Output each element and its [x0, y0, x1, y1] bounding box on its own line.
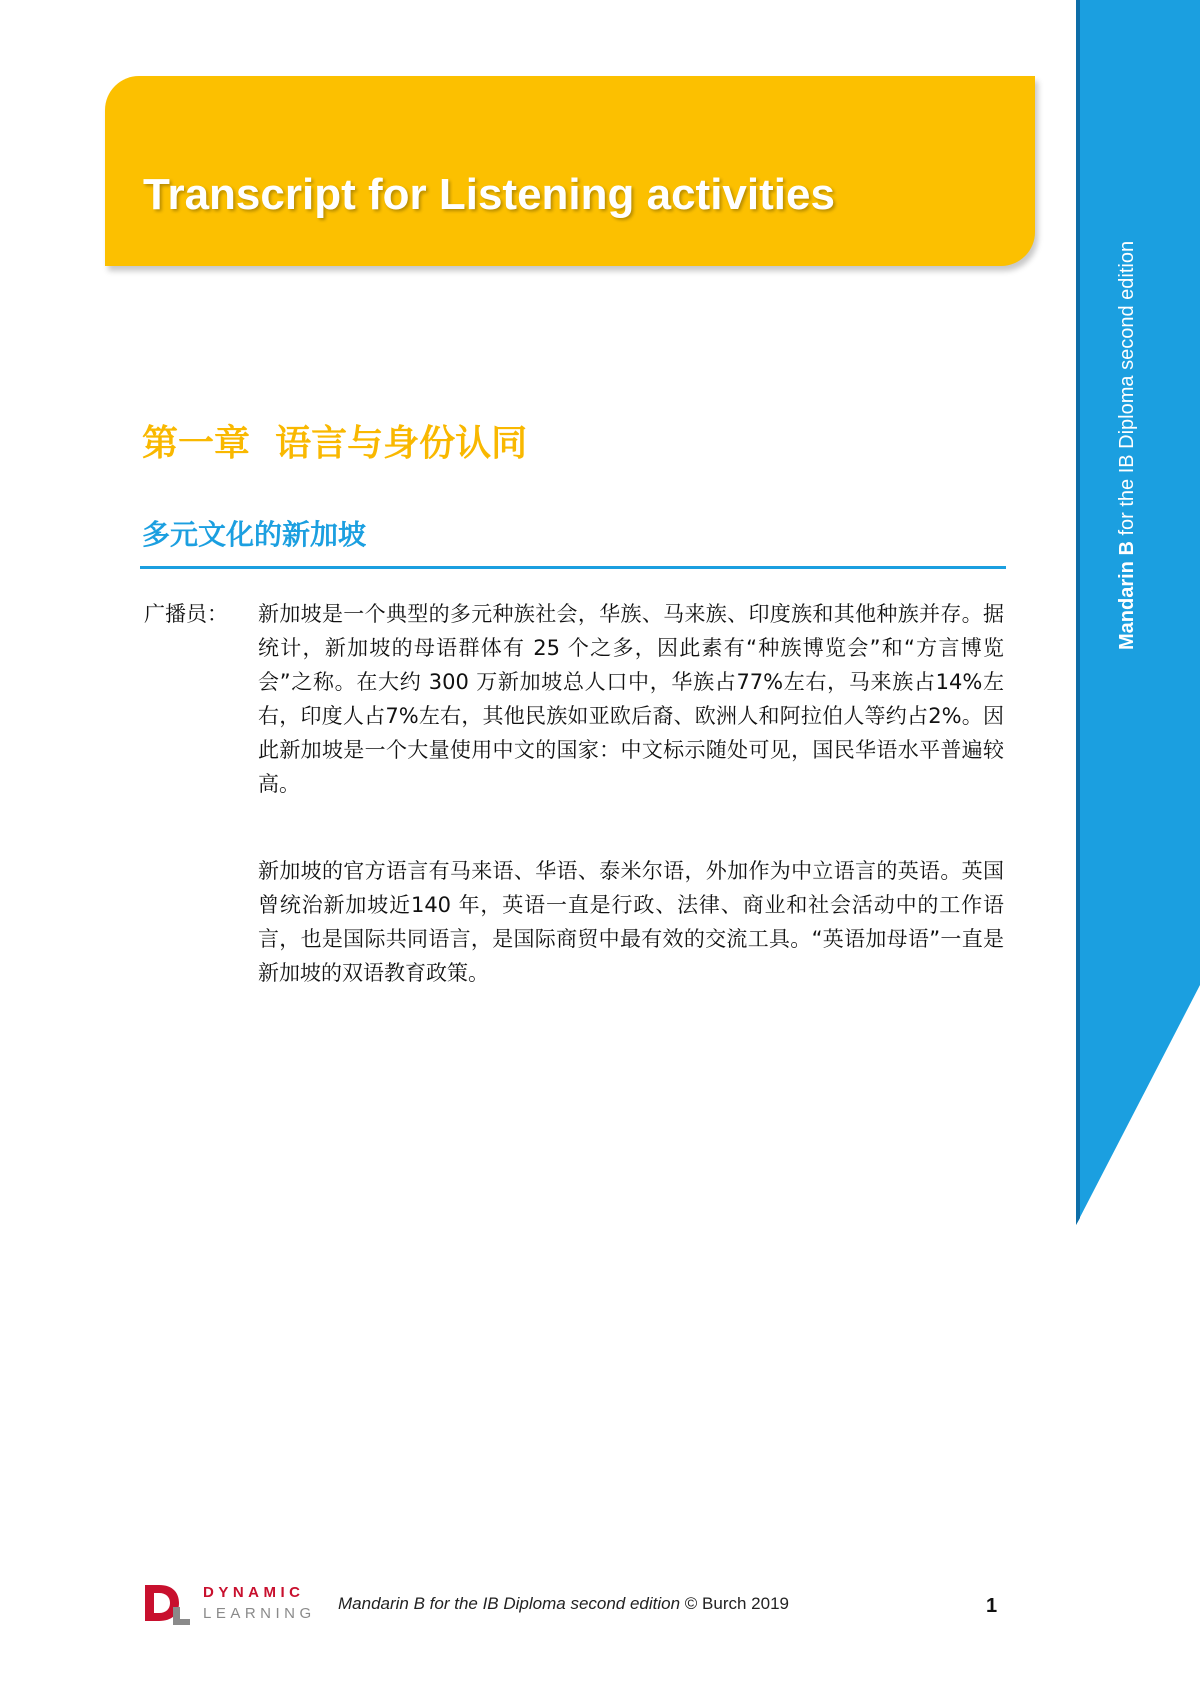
logo-text-dynamic: DYNAMIC — [203, 1584, 305, 1601]
page-number: 1 — [986, 1595, 998, 1617]
transcript-paragraph: 新加坡是一个典型的多元种族社会，华族、马来族、印度族和其他种族并存。据统计，新加坡的母语群体有 25 个之多，因此素有“种族博览会”和“方言博览会”之称。在大约 300 万新加坡总人口中，华族占77%左右，马来族占14%左右，印度人占7%左右，其他民族如亚欧后裔、欧洲人和阿拉伯人等约占2%。因此新加坡是一个大量使用中文的国家：中文标示随处可见，国民华语水平普遍较高。 — [258, 602, 1004, 796]
footer-copyright: Mandarin B for the IB Diploma second edition © Burch 2019 — [338, 1594, 790, 1613]
section-title: 多元文化的新加坡 — [142, 518, 367, 551]
section-divider — [140, 566, 1006, 569]
page-title: Transcript for Listening activities — [143, 170, 835, 219]
title-banner — [105, 76, 1035, 266]
chapter-title: 第一章 语言与身份认同 — [142, 423, 528, 464]
logo-text-learning: LEARNING — [203, 1605, 316, 1622]
transcript-paragraph: 新加坡的官方语言有马来语、华语、泰米尔语，外加作为中立语言的英语。英国曾统治新加坡近140 年，英语一直是行政、法律、商业和社会活动中的工作语言，也是国际共同语言，是国际商贸中最有效的交流工具。“英语加母语”一直是新加坡的双语教育政策。 — [258, 859, 1004, 985]
dynamic-learning-logo — [143, 1583, 323, 1627]
speaker-label: 广播员： — [144, 602, 228, 626]
side-tab-label: Mandarin B for the IB Diploma second edition — [1116, 240, 1138, 650]
dl-logo-icon — [143, 1583, 191, 1627]
